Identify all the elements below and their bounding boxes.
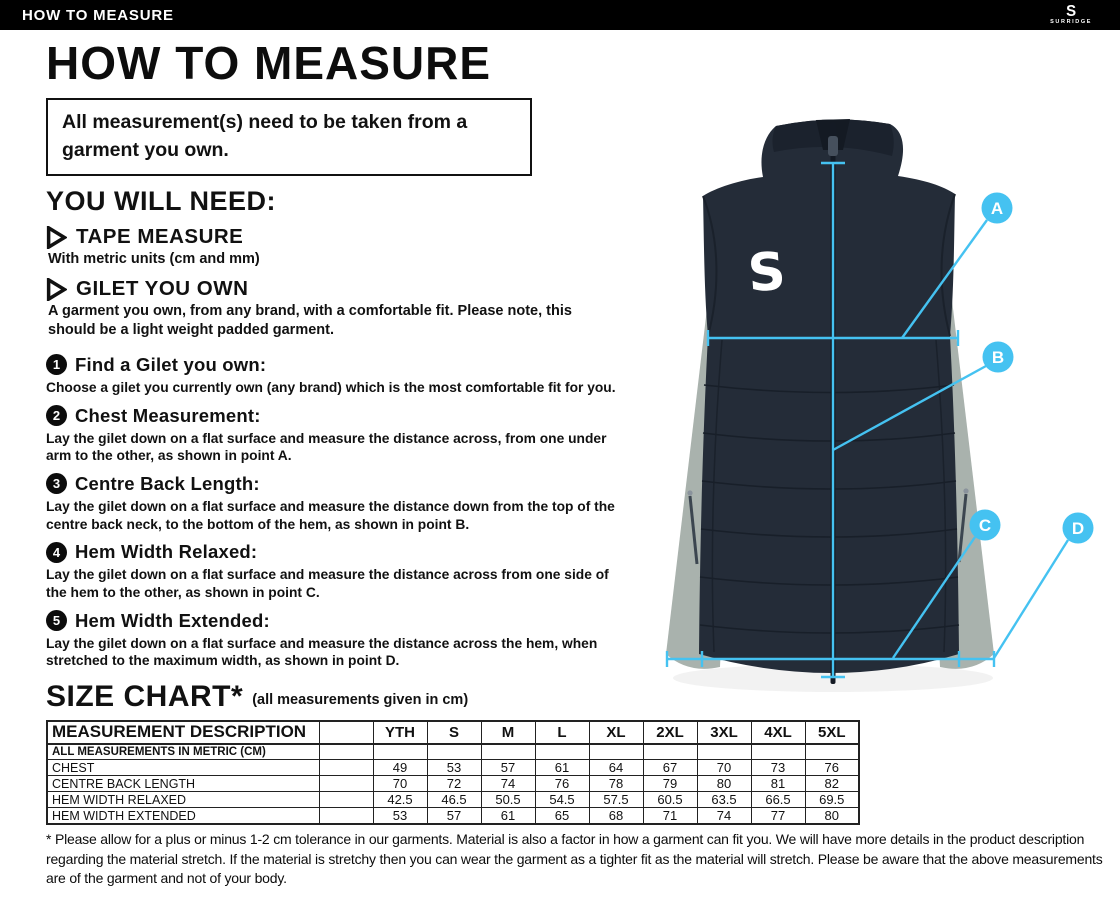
cell-value: 54.5 — [535, 792, 589, 808]
cell-value: 70 — [373, 776, 427, 792]
cell-value: 79 — [643, 776, 697, 792]
table-header-row — [47, 721, 859, 744]
cell-value: 57 — [427, 808, 481, 825]
row-label: HEM WIDTH EXTENDED — [47, 808, 319, 825]
cell-value: 69.5 — [805, 792, 859, 808]
step-description: Lay the gilet down on a flat surface and measure the distance down from the top of the centre back neck, to the bottom of the hem, as shown in point B. — [46, 498, 615, 532]
cell-value: 80 — [697, 776, 751, 792]
point-c-label: C — [978, 516, 992, 535]
need-item-name: TAPE MEASURE — [76, 225, 244, 249]
cell-value: 64 — [589, 760, 643, 776]
cell-value: 53 — [373, 808, 427, 825]
cell-value: 74 — [481, 776, 535, 792]
triangle-bullet-icon — [46, 226, 67, 249]
column-header: 3XL — [697, 721, 751, 744]
step-number-badge: 5 — [46, 610, 67, 631]
step-number-badge: 1 — [46, 354, 67, 375]
cell-value: 49 — [373, 760, 427, 776]
page-title: HOW TO MEASURE — [46, 37, 492, 89]
cell-value: 80 — [805, 808, 859, 825]
cell-value: 78 — [589, 776, 643, 792]
cell-value: 72 — [427, 776, 481, 792]
point-b-label: B — [991, 348, 1005, 367]
column-header: XL — [589, 721, 643, 744]
cell-value: 53 — [427, 760, 481, 776]
surridge-s-icon: S — [1066, 2, 1077, 21]
step-number-badge: 3 — [46, 473, 67, 494]
column-header: 4XL — [751, 721, 805, 744]
row-label: HEM WIDTH RELAXED — [47, 792, 319, 808]
table-metric-row — [47, 744, 859, 760]
column-header: 2XL — [643, 721, 697, 744]
vest-body — [699, 119, 959, 673]
need-item-description: A garment you own, from any brand, with a comfortable fit. Please note, this should be a light weight padded garment. — [48, 303, 572, 339]
triangle-bullet-icon — [46, 278, 67, 301]
cell-value: 42.5 — [373, 792, 427, 808]
cell-value: 57 — [481, 760, 535, 776]
size-chart-subtitle: (all measurements given in cm) — [252, 691, 469, 708]
cell-value: 73 — [751, 760, 805, 776]
notice-box: All measurement(s) need to be taken from a garment you own. — [46, 98, 532, 176]
column-header: M — [481, 721, 535, 744]
step-title: Chest Measurement: — [75, 404, 261, 426]
surridge-logo — [1050, 4, 1106, 26]
point-a-label: A — [990, 199, 1004, 218]
leader-line-d — [994, 540, 1068, 658]
size-chart-title: SIZE CHART* — [46, 679, 244, 713]
column-header: S — [427, 721, 481, 744]
table-row — [47, 792, 859, 808]
table-row — [47, 776, 859, 792]
step-number-badge: 4 — [46, 542, 67, 563]
cell-value: 63.5 — [697, 792, 751, 808]
cell-value: 81 — [751, 776, 805, 792]
cell-value: 60.5 — [643, 792, 697, 808]
zip-pull — [828, 136, 838, 156]
cell-value: 77 — [751, 808, 805, 825]
row-label: CENTRE BACK LENGTH — [47, 776, 319, 792]
step-title: Centre Back Length: — [75, 472, 260, 494]
column-header: YTH — [373, 721, 427, 744]
tolerance-footnote: * Please allow for a plus or minus 1-2 cm tolerance in our garments. Material is also a factor in how a garment can fit you. We will have more details in the product description regarding the material stretch. If the material is stretchy then you can wear the garment as a tighter fit as the material will stretch. Please be aware that the above measurements are of the garment and not of your body. — [46, 831, 1103, 886]
cell-value: 74 — [697, 808, 751, 825]
surridge-wordmark: SURRIDGE — [1050, 19, 1092, 26]
step-title: Hem Width Extended: — [75, 609, 270, 631]
cell-value: 68 — [589, 808, 643, 825]
step-number-badge: 2 — [46, 405, 67, 426]
step-description: Lay the gilet down on a flat surface and measure the distance across from one side of the hem to the other, as shown in point C. — [46, 567, 609, 600]
table-row — [47, 808, 859, 825]
step-title: Find a Gilet you own: — [75, 353, 267, 375]
size-chart-table — [46, 720, 860, 826]
need-item-description: With metric units (cm and mm) — [48, 251, 260, 268]
step-title: Hem Width Relaxed: — [75, 541, 258, 563]
table-row — [47, 760, 859, 776]
pocket-zip-pull-left — [687, 490, 692, 495]
cell-value: 70 — [697, 760, 751, 776]
cell-value: 61 — [535, 760, 589, 776]
step-description: Choose a gilet you currently own (any brand) which is the most comfortable fit for you. — [46, 379, 616, 395]
cell-value: 57.5 — [589, 792, 643, 808]
step-description: Lay the gilet down on a flat surface and measure the distance across the hem, when stretched to the maximum width, as shown in point D. — [46, 635, 598, 669]
cell-value: 67 — [643, 760, 697, 776]
you-will-need-heading: YOU WILL NEED: — [46, 186, 277, 217]
gilet-illustration — [640, 100, 1120, 720]
top-bar-title: HOW TO MEASURE — [22, 6, 174, 24]
column-header: L — [535, 721, 589, 744]
cell-value: 76 — [805, 760, 859, 776]
top-bar — [0, 0, 1120, 30]
gilet-diagram — [640, 100, 1120, 720]
need-item-name: GILET YOU OWN — [76, 277, 249, 301]
row-label: CHEST — [47, 760, 319, 776]
point-markers — [970, 193, 1094, 544]
column-header: MEASUREMENT DESCRIPTION — [47, 721, 319, 744]
step-description: Lay the gilet down on a flat surface and measure the distance across, from one under arm to the other, as shown in point A. — [46, 430, 607, 464]
cell-value: 65 — [535, 808, 589, 825]
point-d-label: D — [1071, 519, 1085, 538]
cell-value: 76 — [535, 776, 589, 792]
cell-value: 66.5 — [751, 792, 805, 808]
pocket-zip-pull-right — [963, 488, 968, 493]
cell-value: 71 — [643, 808, 697, 825]
column-header — [319, 721, 373, 744]
cell-value: 46.5 — [427, 792, 481, 808]
metric-row-label: ALL MEASUREMENTS IN METRIC (CM) — [47, 744, 319, 760]
cell-value: 61 — [481, 808, 535, 825]
chest-logo-s-icon: S — [746, 241, 788, 305]
cell-value: 50.5 — [481, 792, 535, 808]
column-header: 5XL — [805, 721, 859, 744]
cell-value: 82 — [805, 776, 859, 792]
